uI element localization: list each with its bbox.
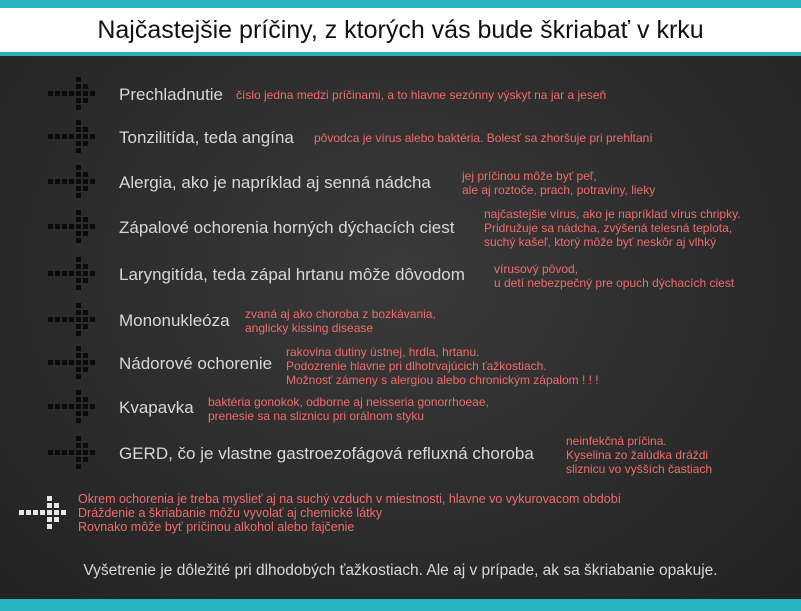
dotted-arrow-icon bbox=[48, 346, 96, 382]
cause-name: Laryngitída, teda zápal hrtanu môže dôvodom bbox=[119, 265, 465, 284]
white-dotted-arrow-icon bbox=[19, 496, 67, 532]
cause-name: GERD, čo je vlastne gastroezofágová refluxná choroba bbox=[119, 444, 534, 463]
dotted-arrow-icon bbox=[48, 77, 96, 113]
cause-note: pôvodca je vírus alebo baktéria. Bolesť sa zhoršuje pri prehĺtaní bbox=[314, 131, 653, 145]
dotted-arrow-icon bbox=[48, 120, 96, 156]
cause-note: baktéria gonokok, odborne aj neisseria gonorrhoeae, prenesie sa na sliznicu pri orálnom styku bbox=[208, 395, 489, 423]
cause-name: Mononukleóza bbox=[119, 311, 230, 330]
cause-note: zvaná aj ako choroba z bozkávania, anglicky kissing disease bbox=[245, 307, 436, 335]
cause-name: Tonzilitída, teda angína bbox=[119, 128, 294, 147]
cause-name: Prechladnutie bbox=[119, 85, 223, 104]
dotted-arrow-icon bbox=[48, 257, 96, 293]
cause-name: Kvapavka bbox=[119, 398, 194, 417]
cause-note: číslo jedna medzi príčinami, a to hlavne sezónny výskyt na jar a jeseň bbox=[236, 88, 607, 102]
footer-bar bbox=[0, 599, 801, 611]
cause-name: Nádorové ochorenie bbox=[119, 354, 273, 373]
cause-name: Alergia, ako je napríklad aj senná nádcha bbox=[119, 173, 431, 192]
extra-notes: Okrem ochorenia je treba myslieť aj na suchý vzduch v miestnosti, hlavne vo vykurovacom období Dráždenie a škriabanie môžu vyvolať aj chemické látky Rovnako môže byť príčinou alkohol alebo fajčenie bbox=[78, 492, 622, 534]
dotted-arrow-icon bbox=[48, 303, 96, 339]
dotted-arrow-icon bbox=[48, 210, 96, 246]
page-title: Najčastejšie príčiny, z ktorých vás bude škriabať v krku bbox=[97, 16, 704, 44]
dotted-arrow-icon bbox=[48, 165, 96, 201]
cause-note: jej príčinou môže byť peľ, ale aj roztoče, prach, potraviny, lieky bbox=[462, 169, 656, 197]
dotted-arrow-icon bbox=[48, 436, 96, 472]
cause-note: neinfekčná príčina. Kyselina zo žalúdka dráždi sliznicu vo vyšších častiach bbox=[566, 434, 713, 476]
cause-note: najčastejšie vírus, ako je napríklad vírus chripky. Pridružuje sa nádcha, zvýšená telesná teplota, suchý kašeľ, ktorý môže byť neskôr aj vlhký bbox=[484, 207, 741, 249]
cause-note: rakovina dutiny ústnej, hrdla, hrtanu. Podozrenie hlavne pri dlhotrvajúcich ťažkostiach. Možnosť zámeny s alergiou alebo chronickým zápalom ! ! ! bbox=[286, 345, 599, 387]
cause-note: vírusový pôvod, u detí nebezpečný pre opuch dýchacích ciest bbox=[494, 262, 735, 290]
footer-note: Vyšetrenie je dôležité pri dlhodobých ťažkostiach. Ale aj v prípade, ak sa škriabanie opakuje. bbox=[83, 562, 718, 579]
dotted-arrow-icon bbox=[48, 390, 96, 426]
cause-name: Zápalové ochorenia horných dýchacích ciest bbox=[119, 218, 455, 237]
header-banner bbox=[0, 0, 801, 56]
